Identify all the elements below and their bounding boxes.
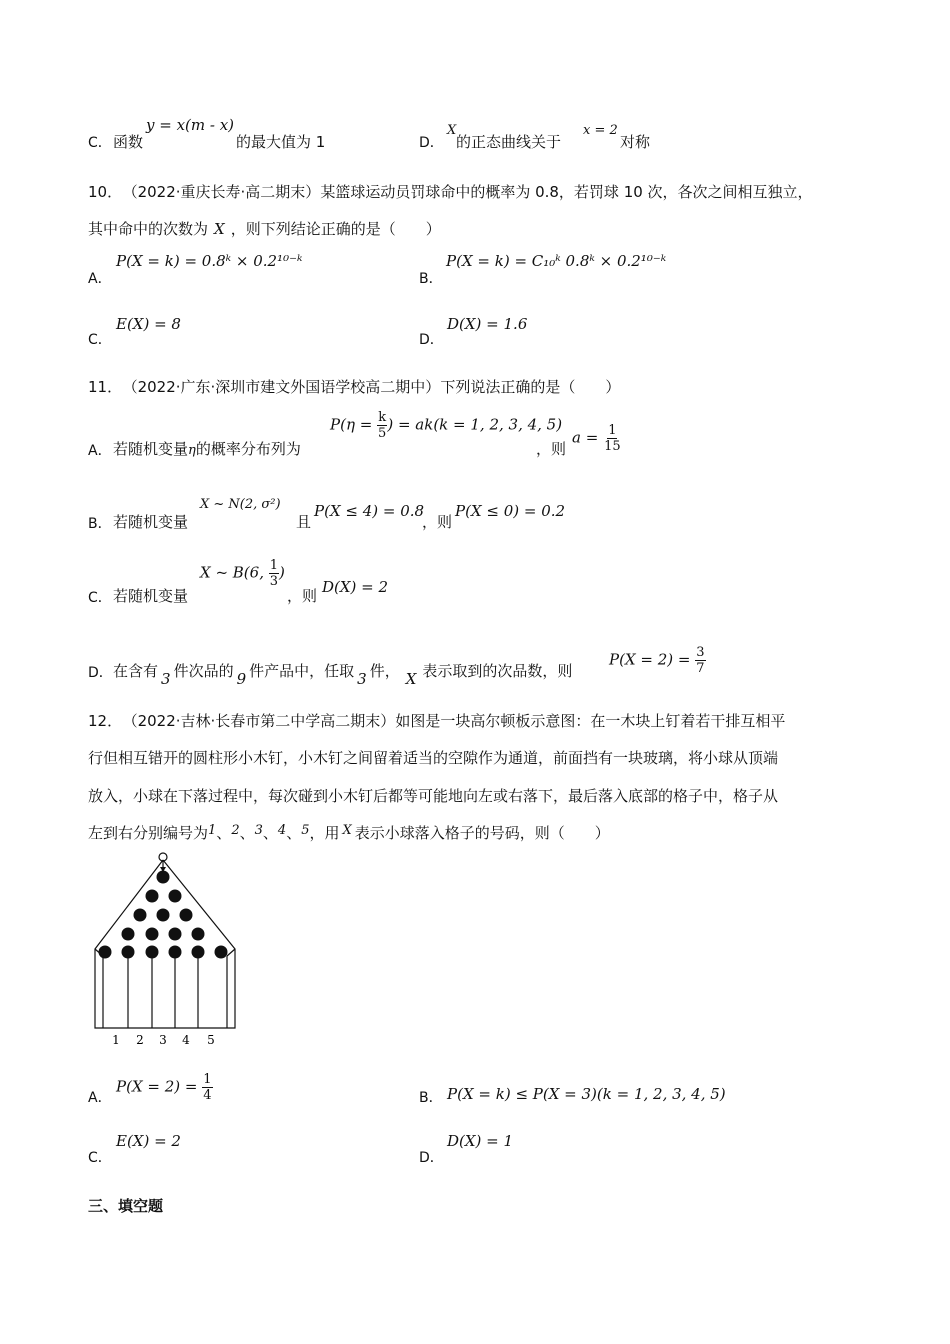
q11-stem: 11． （2022·广东·深圳市建文外国语学校高二期中）下列说法正确的是（ ）	[88, 378, 621, 396]
q9-option-c-formula: y = x(m - x)	[146, 116, 235, 134]
q11-option-c-formula: X ~ B(6, $\frac{1}{3}$ )	[200, 558, 285, 589]
q11-option-c-then: ，则	[287, 587, 318, 605]
peg	[146, 946, 159, 959]
peg	[157, 909, 170, 922]
q9-option-d-var: X	[447, 123, 457, 138]
q10-option-c-label: C．	[88, 332, 112, 348]
q10-line2: 其中命中的次数为 X ，则下列结论正确的是（ ）	[88, 220, 441, 238]
q10-option-d-formula: D(X) = 1.6	[447, 315, 528, 333]
peg	[146, 890, 159, 903]
q11-option-c-formula2: D(X) = 2	[322, 578, 389, 596]
peg	[122, 946, 135, 959]
q11-option-c-label: C．	[88, 590, 112, 606]
slot-label-2: 2	[136, 1033, 144, 1047]
q11-option-a-formula: P(η = $\frac{k}{5}$ ) = ak(k = 1, 2, 3, 4, 5)	[330, 410, 563, 441]
ball-drop-marker	[159, 853, 167, 861]
q10-number: 10． （2022·重庆长寿·高二期末）某篮球运动员罚球命中的概率为 0.8，若罚球 10 次，各次之间相互独立，	[88, 183, 813, 201]
q11-option-b-then: ，则	[422, 513, 453, 531]
peg	[146, 928, 159, 941]
q11-option-b-label: B．	[88, 516, 112, 532]
q11-option-b-formula3: P(X ≤ 0) = 0.2	[455, 502, 566, 520]
q10-option-a-label: A．	[88, 271, 112, 287]
q11-option-a-text: 若随机变量η的概率分布列为	[113, 440, 301, 458]
slot-label-1: 1	[112, 1033, 120, 1047]
peg	[169, 946, 182, 959]
q10-option-c-formula: E(X) = 8	[116, 315, 181, 333]
slot-label-4: 4	[182, 1033, 190, 1047]
q10-option-a-formula: P(X = k) = 0.8ᵏ × 0.2¹⁰⁻ᵏ	[116, 252, 303, 270]
q12-line4: 左到右分别编号为1、2、3、4、5，用 X 表示小球落入格子的号码，则（ ）	[88, 823, 610, 842]
slot-label-5: 5	[207, 1033, 215, 1047]
q9-option-c-text-pre: 函数	[113, 133, 144, 151]
q11-option-a-result: a = $\frac{1}{15}$	[572, 423, 621, 454]
q10-option-b-label: B．	[419, 271, 443, 287]
galton-board-figure	[85, 852, 245, 1050]
slot-label-3: 3	[159, 1033, 167, 1047]
q9-option-d-text-mid: 的正态曲线关于	[456, 133, 562, 151]
q12-option-d-label: D．	[419, 1150, 444, 1166]
q12-option-b-formula: P(X = k) ≤ P(X = 3)(k = 1, 2, 3, 4, 5)	[447, 1085, 726, 1103]
q12-option-a-label: A．	[88, 1090, 112, 1106]
board-outline	[95, 860, 235, 1028]
q12-option-d-formula: D(X) = 1	[447, 1132, 514, 1150]
q11-option-d-label: D．	[88, 665, 113, 681]
peg	[192, 946, 205, 959]
peg	[192, 928, 205, 941]
peg	[122, 928, 135, 941]
q12-line3: 放入，小球在下落过程中，每次碰到小木钉后都等可能地向左或右落下，最后落入底部的格子中，格子从	[88, 787, 779, 805]
q9-option-c-label: C．	[88, 135, 112, 151]
q9-option-c-text-post: 的最大值为 1	[236, 133, 326, 151]
q11-option-a-then: ，则	[536, 440, 567, 458]
q10-option-d-label: D．	[419, 332, 444, 348]
q10-option-b-formula: P(X = k) = C₁₀ᵏ 0.8ᵏ × 0.2¹⁰⁻ᵏ	[446, 252, 667, 270]
q11-option-d-text: 在含有 3 件次品的 9 件产品中，任取 3 件， X 表示取到的次品数，则	[113, 662, 573, 688]
section-heading-fill-blank: 三、填空题	[88, 1197, 164, 1215]
q11-option-d-formula: P(X = 2) = $\frac{3}{7}$	[609, 645, 705, 676]
q11-option-b-and: 且	[296, 513, 312, 531]
q9-option-d-text-post: 对称	[620, 133, 651, 151]
peg	[134, 909, 147, 922]
q11-option-a-label: A．	[88, 443, 112, 459]
q12-option-c-label: C．	[88, 1150, 112, 1166]
q11-option-b-formula2: P(X ≤ 4) = 0.8	[314, 502, 425, 520]
peg	[157, 871, 170, 884]
q9-option-d-label: D．	[419, 135, 444, 151]
q11-option-b-text-pre: 若随机变量	[113, 513, 189, 531]
q11-option-c-text-pre: 若随机变量	[113, 587, 189, 605]
q12-option-c-formula: E(X) = 2	[116, 1132, 181, 1150]
q9-option-d-formula: x = 2	[583, 123, 618, 138]
q12-option-a-formula: P(X = 2) = $\frac{1}{4}$	[116, 1072, 212, 1103]
q12-line1: 12． （2022·吉林·长春市第二中学高二期末）如图是一块高尔顿板示意图：在一木块上钉着若干排互相平	[88, 712, 786, 730]
q12-line2: 行但相互错开的圆柱形小木钉，小木钉之间留着适当的空隙作为通道，前面挡有一块玻璃，将小球从顶端	[88, 749, 779, 767]
peg	[180, 909, 193, 922]
q12-option-b-label: B．	[419, 1090, 443, 1106]
peg	[215, 946, 228, 959]
peg	[169, 890, 182, 903]
q11-option-b-formula1: X ~ N(2, σ²)	[200, 497, 281, 512]
peg	[99, 946, 112, 959]
peg	[169, 928, 182, 941]
